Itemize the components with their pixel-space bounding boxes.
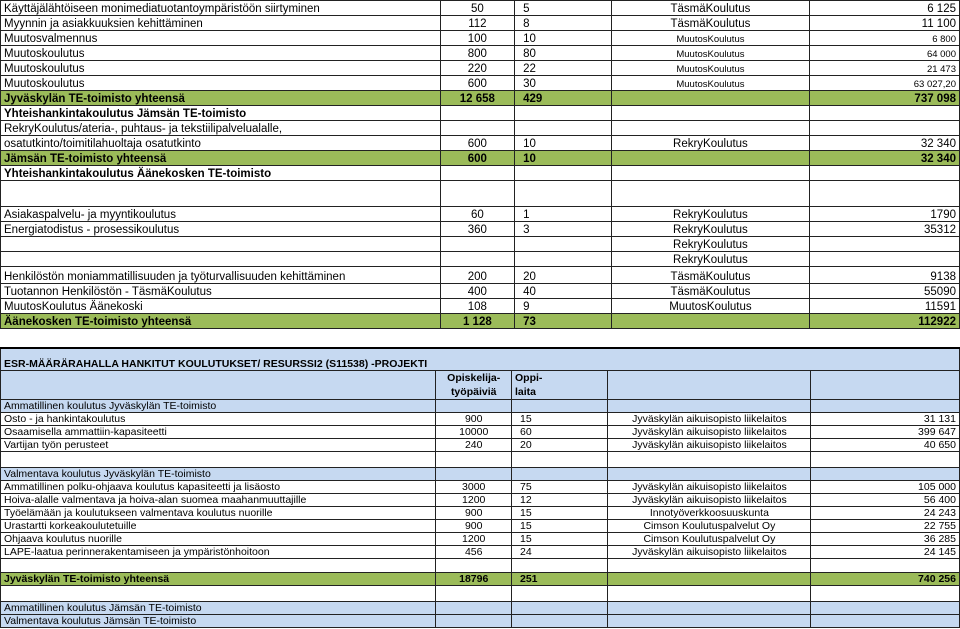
oppi-cell [512, 601, 608, 614]
oppi-cell: 15 [512, 412, 608, 425]
table1-row [1, 1, 960, 16]
table2-row [1, 493, 960, 506]
table2-row [1, 506, 960, 519]
name-cell: Valmentava koulutus Jyväskylän TE-toimisto [1, 467, 436, 480]
opisk-cell [436, 585, 512, 601]
tyyppi-cell [611, 166, 809, 181]
name-cell: Hoiva-alalle valmentava ja hoiva-alan suomea maahanmuuttajille [1, 493, 436, 506]
summa-cell [810, 237, 960, 252]
oppi-cell: 5 [515, 1, 612, 16]
table1-row [1, 207, 960, 222]
table1-row [1, 91, 960, 106]
oppi-cell: 3 [515, 222, 612, 237]
opisk-cell: 456 [436, 545, 512, 558]
oppi-cell: 20 [515, 267, 612, 284]
tyyppi-cell [611, 151, 809, 166]
opisk-cell [440, 166, 514, 181]
oppi-cell: 60 [512, 425, 608, 438]
oppi-cell [512, 558, 608, 572]
opisk-cell [440, 237, 514, 252]
table2-row [1, 467, 960, 480]
opisk-cell: 108 [440, 299, 514, 314]
esr-table-header [1, 348, 960, 399]
opisk-cell: 600 [440, 76, 514, 91]
opisk-cell: 900 [436, 506, 512, 519]
summa-cell: 56 400 [811, 493, 960, 506]
opisk-cell: 50 [440, 1, 514, 16]
tyyppi-cell: Jyväskylän aikuisopisto liikelaitos [608, 480, 811, 493]
tyyppi-cell: MuutosKoulutus [611, 61, 809, 76]
name-cell: Vartijan työn perusteet [1, 438, 436, 451]
table1-row [1, 136, 960, 151]
esr-header-oppi-line1: Oppi- [515, 371, 543, 384]
tyyppi-cell [608, 614, 811, 627]
opisk-cell: 220 [440, 61, 514, 76]
oppi-cell [512, 614, 608, 627]
tyyppi-cell: Jyväskylän aikuisopisto liikelaitos [608, 438, 811, 451]
tyyppi-cell: MuutosKoulutus [611, 46, 809, 61]
name-cell: LAPE-laatua perinnerakentamiseen ja ympäristönhoitoon [1, 545, 436, 558]
opisk-cell: 600 [440, 151, 514, 166]
name-cell: Yhteishankintakoulutus Äänekosken TE-toimisto [1, 166, 441, 181]
esr-table-body [1, 399, 960, 627]
oppi-cell [512, 467, 608, 480]
name-cell: Jyväskylän TE-toimisto yhteensä [1, 572, 436, 585]
esr-title-row [1, 348, 960, 370]
summa-cell [811, 558, 960, 572]
esr-column-header-row [1, 370, 960, 399]
opisk-cell: 800 [440, 46, 514, 61]
oppi-cell [515, 181, 612, 207]
table2-row [1, 532, 960, 545]
opisk-cell: 1200 [436, 532, 512, 545]
opisk-cell: 60 [440, 207, 514, 222]
opisk-cell [436, 467, 512, 480]
oppi-cell: 15 [512, 506, 608, 519]
oppi-cell: 75 [512, 480, 608, 493]
opisk-cell: 240 [436, 438, 512, 451]
name-cell [1, 558, 436, 572]
name-cell: Muutoskoulutus [1, 76, 441, 91]
table1-row [1, 284, 960, 299]
summa-cell [811, 399, 960, 412]
table2-row [1, 451, 960, 467]
tyyppi-cell: Jyväskylän aikuisopisto liikelaitos [608, 493, 811, 506]
oppi-cell: 10 [515, 151, 612, 166]
tyyppi-cell: RekryKoulutus [611, 136, 809, 151]
table1-row [1, 166, 960, 181]
oppi-cell [512, 585, 608, 601]
summa-cell [810, 181, 960, 207]
opisk-cell: 112 [440, 16, 514, 31]
oppi-cell [515, 237, 612, 252]
oppi-cell: 8 [515, 16, 612, 31]
training-table-top-body [1, 1, 960, 329]
opisk-cell [436, 558, 512, 572]
tyyppi-cell [608, 601, 811, 614]
name-cell: Ohjaava koulutus nuorille [1, 532, 436, 545]
oppi-cell: 429 [515, 91, 612, 106]
table1-row [1, 222, 960, 237]
summa-cell: 737 098 [810, 91, 960, 106]
name-cell [1, 585, 436, 601]
summa-cell: 36 285 [811, 532, 960, 545]
summa-cell: 9138 [810, 267, 960, 284]
table2-row [1, 545, 960, 558]
oppi-cell [515, 252, 612, 267]
name-cell: Asiakaspalvelu- ja myyntikoulutus [1, 207, 441, 222]
opisk-cell [436, 601, 512, 614]
table2-row [1, 519, 960, 532]
name-cell: Käyttäjälähtöiseen monimediatuotantoympäristöön siirtyminen [1, 1, 441, 16]
tyyppi-cell [611, 121, 809, 136]
oppi-cell: 12 [512, 493, 608, 506]
name-cell [1, 451, 436, 467]
name-cell: osatutkinto/toimitilahuoltaja osatutkinto [1, 136, 441, 151]
summa-cell [810, 121, 960, 136]
table1-row [1, 151, 960, 166]
table1-row [1, 46, 960, 61]
opisk-cell [440, 106, 514, 121]
name-cell: Jämsän TE-toimisto yhteensä [1, 151, 441, 166]
summa-cell: 55090 [810, 284, 960, 299]
name-cell: Työelämään ja koulutukseen valmentava koulutus nuorille [1, 506, 436, 519]
opisk-cell [436, 614, 512, 627]
tyyppi-cell [608, 572, 811, 585]
table2-row [1, 572, 960, 585]
summa-cell [811, 614, 960, 627]
summa-cell: 22 755 [811, 519, 960, 532]
tyyppi-cell: RekryKoulutus [611, 252, 809, 267]
tyyppi-cell [611, 106, 809, 121]
summa-cell: 21 473 [810, 61, 960, 76]
name-cell: Henkilöstön moniammatillisuuden ja työturvallisuuden kehittäminen [1, 267, 441, 284]
tyyppi-cell [608, 585, 811, 601]
esr-header-opisk [436, 370, 512, 399]
name-cell: Osto - ja hankintakoulutus [1, 412, 436, 425]
table1-row [1, 121, 960, 136]
tyyppi-cell: Jyväskylän aikuisopisto liikelaitos [608, 545, 811, 558]
table2-row [1, 601, 960, 614]
oppi-cell: 1 [515, 207, 612, 222]
opisk-cell: 600 [440, 136, 514, 151]
tyyppi-cell: TäsmäKoulutus [611, 284, 809, 299]
tyyppi-cell: Cimson Koulutuspalvelut Oy [608, 532, 811, 545]
table1-row [1, 299, 960, 314]
table1-row [1, 106, 960, 121]
summa-cell: 35312 [810, 222, 960, 237]
oppi-cell: 24 [512, 545, 608, 558]
summa-cell: 32 340 [810, 136, 960, 151]
name-cell: Energiatodistus - prosessikoulutus [1, 222, 441, 237]
oppi-cell [512, 451, 608, 467]
opisk-cell [440, 121, 514, 136]
tyyppi-cell: Cimson Koulutuspalvelut Oy [608, 519, 811, 532]
name-cell: Jyväskylän TE-toimisto yhteensä [1, 91, 441, 106]
tyyppi-cell: TäsmäKoulutus [611, 16, 809, 31]
tyyppi-cell: MuutosKoulutus [611, 31, 809, 46]
esr-header-oppi [512, 370, 608, 399]
oppi-cell: 40 [515, 284, 612, 299]
tyyppi-cell: MuutosKoulutus [611, 299, 809, 314]
tyyppi-cell: RekryKoulutus [611, 237, 809, 252]
tyyppi-cell: Jyväskylän aikuisopisto liikelaitos [608, 425, 811, 438]
summa-cell [811, 451, 960, 467]
name-cell [1, 237, 441, 252]
opisk-cell [436, 451, 512, 467]
summa-cell: 11 100 [810, 16, 960, 31]
table2-row [1, 412, 960, 425]
summa-cell [810, 252, 960, 267]
opisk-cell: 1200 [436, 493, 512, 506]
name-cell: Muutoskoulutus [1, 46, 441, 61]
table2-row [1, 614, 960, 627]
esr-header-opisk-line2: työpäiviä [450, 385, 497, 398]
summa-cell: 40 650 [811, 438, 960, 451]
oppi-cell: 80 [515, 46, 612, 61]
summa-cell [811, 585, 960, 601]
oppi-cell: 30 [515, 76, 612, 91]
name-cell: Ammatillinen koulutus Jämsän TE-toimisto [1, 601, 436, 614]
opisk-cell: 100 [440, 31, 514, 46]
oppi-cell [515, 106, 612, 121]
name-cell: Valmentava koulutus Jämsän TE-toimisto [1, 614, 436, 627]
summa-cell: 11591 [810, 299, 960, 314]
esr-header-opisk-line1: Opiskelija- [447, 371, 501, 384]
table1-row [1, 16, 960, 31]
table2-row [1, 558, 960, 572]
tyyppi-cell: TäsmäKoulutus [611, 1, 809, 16]
name-cell: Osaamisella ammattiin-kapasiteetti [1, 425, 436, 438]
opisk-cell: 12 658 [440, 91, 514, 106]
summa-cell: 1790 [810, 207, 960, 222]
name-cell [1, 252, 441, 267]
name-cell: Urastartti korkeakoulutetuille [1, 519, 436, 532]
table2-row [1, 585, 960, 601]
esr-header-summa-cell [811, 370, 960, 399]
table2-row [1, 425, 960, 438]
name-cell: Myynnin ja asiakkuuksien kehittäminen [1, 16, 441, 31]
tyyppi-cell [608, 399, 811, 412]
opisk-cell [440, 181, 514, 207]
name-cell: Tuotannon Henkilöstön - TäsmäKoulutus [1, 284, 441, 299]
tyyppi-cell [608, 558, 811, 572]
tyyppi-cell: Innotyöverkkoosuuskunta [608, 506, 811, 519]
esr-title: ESR-MÄÄRÄRAHALLA HANKITUT KOULUTUKSET/ RESURSSI2 (S11538) -PROJEKTI [1, 348, 960, 370]
oppi-cell [512, 399, 608, 412]
summa-cell: 24 145 [811, 545, 960, 558]
table1-row [1, 76, 960, 91]
opisk-cell [436, 399, 512, 412]
opisk-cell: 400 [440, 284, 514, 299]
table1-row [1, 181, 960, 207]
name-cell: Ammatillinen polku-ohjaava koulutus kapasiteetti ja lisäosto [1, 480, 436, 493]
esr-header-oppi-line2: laita [515, 385, 537, 398]
tyyppi-cell: Jyväskylän aikuisopisto liikelaitos [608, 412, 811, 425]
summa-cell: 64 000 [810, 46, 960, 61]
opisk-cell: 1 128 [440, 314, 514, 329]
table2-row [1, 399, 960, 412]
table1-row [1, 237, 960, 252]
oppi-cell: 15 [512, 519, 608, 532]
oppi-cell: 20 [512, 438, 608, 451]
esr-header-tyyppi-cell [608, 370, 811, 399]
opisk-cell [440, 252, 514, 267]
opisk-cell: 18796 [436, 572, 512, 585]
oppi-cell: 22 [515, 61, 612, 76]
opisk-cell: 900 [436, 412, 512, 425]
summa-cell: 105 000 [811, 480, 960, 493]
summa-cell [811, 467, 960, 480]
tyyppi-cell [608, 451, 811, 467]
summa-cell: 399 647 [811, 425, 960, 438]
tyyppi-cell: TäsmäKoulutus [611, 267, 809, 284]
oppi-cell: 9 [515, 299, 612, 314]
summa-cell: 32 340 [810, 151, 960, 166]
summa-cell: 6 125 [810, 1, 960, 16]
tyyppi-cell [611, 314, 809, 329]
summa-cell [810, 166, 960, 181]
summa-cell: 112922 [810, 314, 960, 329]
name-cell: Äänekosken TE-toimisto yhteensä [1, 314, 441, 329]
opisk-cell: 10000 [436, 425, 512, 438]
table1-row [1, 267, 960, 284]
esr-training-table [0, 347, 960, 628]
tyyppi-cell: RekryKoulutus [611, 207, 809, 222]
table2-row [1, 438, 960, 451]
summa-cell [810, 106, 960, 121]
name-cell [1, 181, 441, 207]
summa-cell: 63 027,20 [810, 76, 960, 91]
tyyppi-cell: RekryKoulutus [611, 222, 809, 237]
name-cell: Yhteishankintakoulutus Jämsän TE-toimisto [1, 106, 441, 121]
name-cell: MuutosKoulutus Äänekoski [1, 299, 441, 314]
summa-cell [811, 601, 960, 614]
opisk-cell: 900 [436, 519, 512, 532]
summa-cell: 6 800 [810, 31, 960, 46]
oppi-cell [515, 121, 612, 136]
name-cell: Muutoskoulutus [1, 61, 441, 76]
oppi-cell: 15 [512, 532, 608, 545]
oppi-cell: 10 [515, 136, 612, 151]
table1-row [1, 31, 960, 46]
table1-row [1, 61, 960, 76]
oppi-cell [515, 166, 612, 181]
oppi-cell: 251 [512, 572, 608, 585]
table2-row [1, 480, 960, 493]
tyyppi-cell [611, 91, 809, 106]
summa-cell: 24 243 [811, 506, 960, 519]
summa-cell: 740 256 [811, 572, 960, 585]
oppi-cell: 10 [515, 31, 612, 46]
tyyppi-cell [608, 467, 811, 480]
tyyppi-cell: MuutosKoulutus [611, 76, 809, 91]
summa-cell: 31 131 [811, 412, 960, 425]
esr-header-name-cell [1, 370, 436, 399]
oppi-cell: 73 [515, 314, 612, 329]
name-cell: RekryKoulutus/ateria-, puhtaus- ja tekstiilipalvelualalle, [1, 121, 441, 136]
tyyppi-cell [611, 181, 809, 207]
opisk-cell: 3000 [436, 480, 512, 493]
opisk-cell: 200 [440, 267, 514, 284]
table1-row [1, 252, 960, 267]
table1-row [1, 314, 960, 329]
name-cell: Ammatillinen koulutus Jyväskylän TE-toimisto [1, 399, 436, 412]
opisk-cell: 360 [440, 222, 514, 237]
name-cell: Muutosvalmennus [1, 31, 441, 46]
